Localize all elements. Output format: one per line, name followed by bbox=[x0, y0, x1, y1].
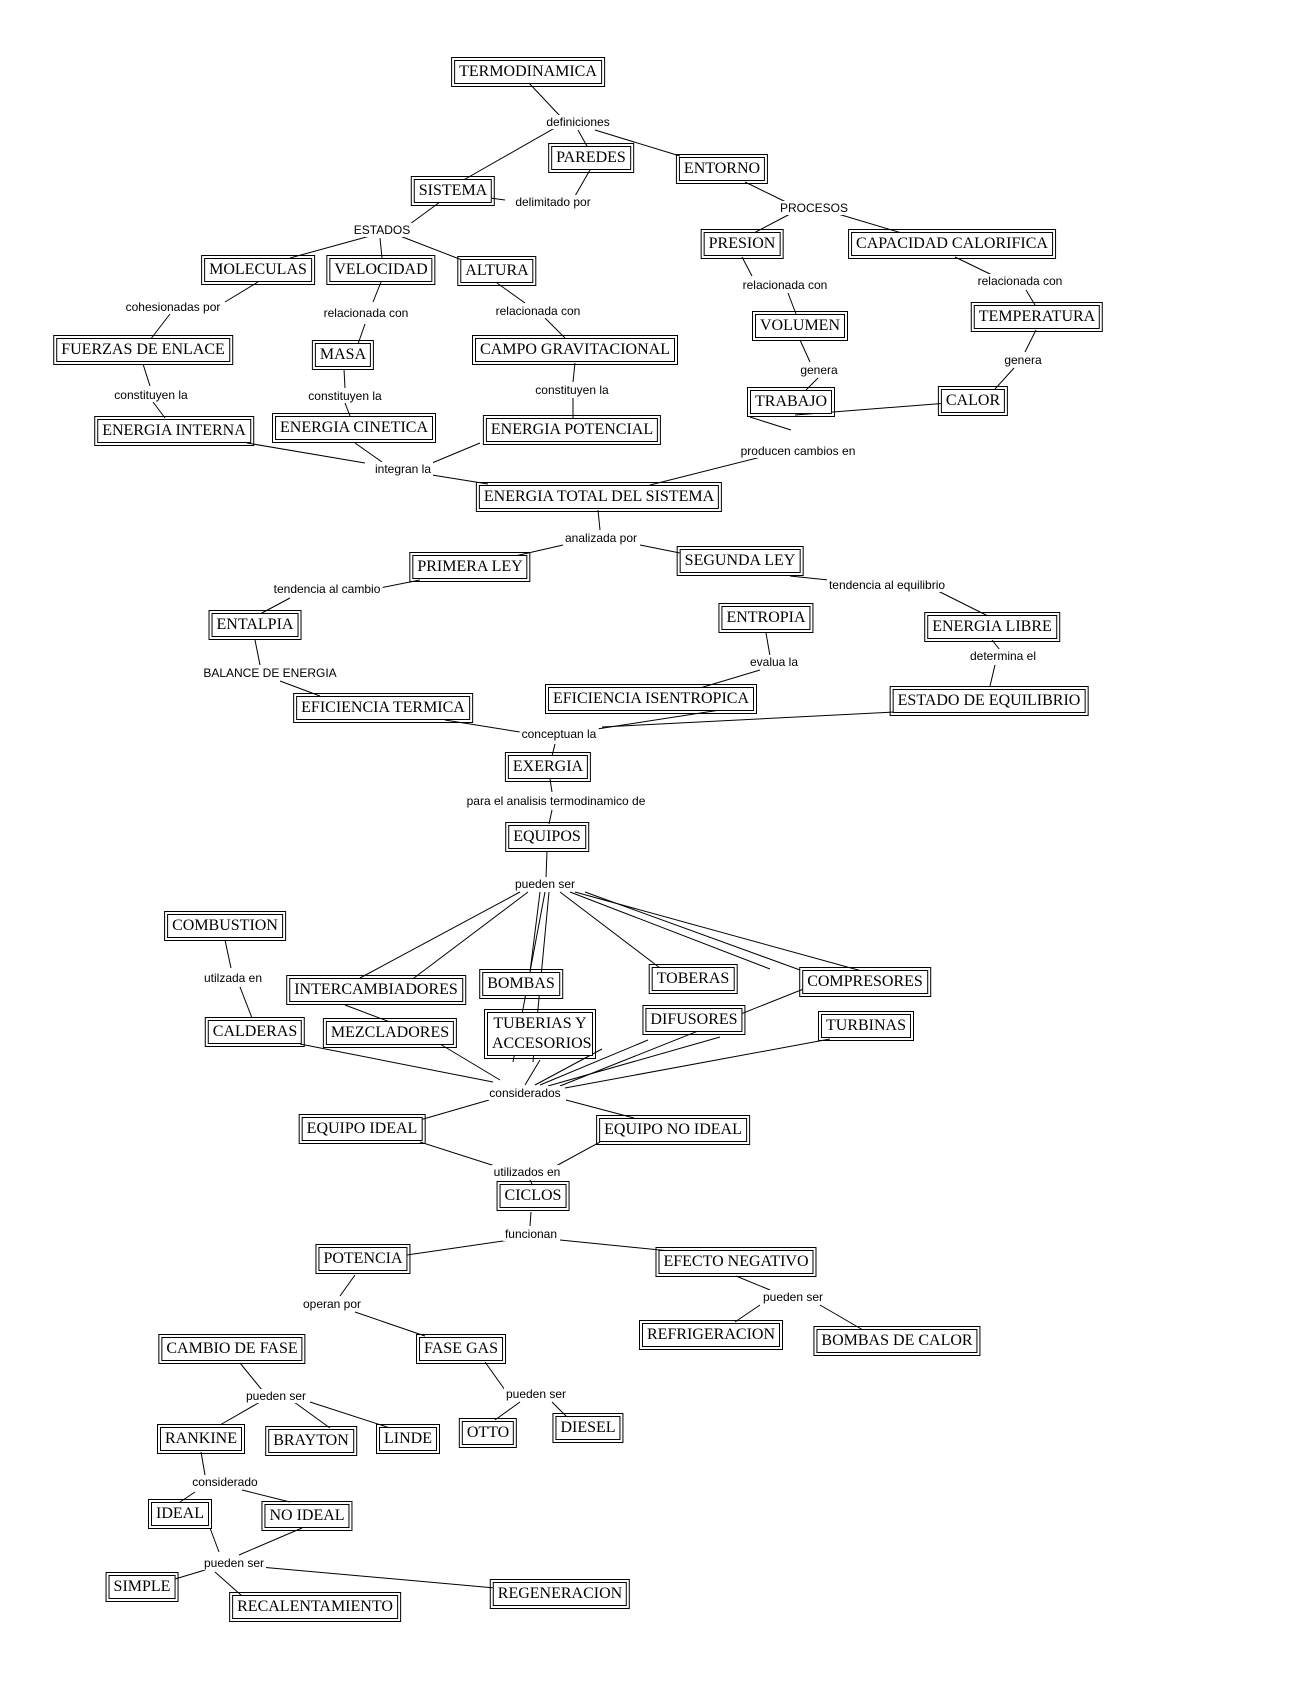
link-evalua-la: evalua la bbox=[749, 655, 799, 669]
connector-line bbox=[310, 1402, 390, 1428]
node-equipo-ideal: EQUIPO IDEAL bbox=[302, 1117, 423, 1141]
link-genera-trabajo: genera bbox=[800, 363, 838, 377]
connector-line bbox=[750, 417, 791, 430]
connector-line bbox=[788, 293, 796, 314]
connector-line bbox=[225, 282, 258, 302]
connector-line bbox=[1026, 290, 1035, 305]
link-pueden-ser-efecto: pueden ser bbox=[762, 1290, 824, 1304]
connector-line bbox=[255, 640, 260, 665]
connector-line bbox=[497, 283, 525, 303]
node-regeneracion: REGENERACION bbox=[493, 1582, 627, 1606]
link-balance-de-energia: BALANCE DE ENERGIA bbox=[203, 666, 337, 680]
node-cambio-de-fase: CAMBIO DE FASE bbox=[161, 1337, 302, 1361]
node-energia-libre: ENERGIA LIBRE bbox=[927, 615, 1057, 639]
node-intercambiadores: INTERCAMBIADORES bbox=[289, 978, 463, 1002]
connector-line bbox=[201, 1452, 205, 1475]
link-relacionada-masa: relacionada con bbox=[323, 306, 409, 320]
node-ideal: IDEAL bbox=[151, 1502, 209, 1526]
link-constituyen-cinetica: constituyen la bbox=[308, 389, 382, 403]
link-analizada-por: analizada por bbox=[564, 531, 638, 545]
connector-line bbox=[820, 1305, 863, 1330]
link-utilizada-en: utilzada en bbox=[203, 971, 263, 985]
node-turbinas: TURBINAS bbox=[821, 1014, 911, 1038]
connector-line bbox=[700, 670, 760, 688]
connector-line bbox=[566, 1100, 634, 1118]
link-operan-por: operan por bbox=[302, 1297, 362, 1311]
connector-line bbox=[210, 1528, 219, 1552]
link-considerado: considerado bbox=[192, 1475, 258, 1489]
node-no-ideal: NO IDEAL bbox=[264, 1504, 349, 1528]
connector-line bbox=[490, 198, 505, 200]
connector-line bbox=[752, 214, 790, 234]
connector-line bbox=[460, 125, 560, 182]
connector-line bbox=[360, 892, 520, 978]
link-funcionan: funcionan bbox=[504, 1227, 558, 1241]
connector-line bbox=[290, 236, 370, 258]
connector-line bbox=[344, 369, 345, 388]
connector-line bbox=[549, 810, 552, 824]
connector-line bbox=[560, 892, 660, 968]
connector-line bbox=[358, 324, 365, 344]
node-entropia: ENTROPIA bbox=[721, 606, 810, 630]
connector-line bbox=[528, 82, 560, 116]
connector-line bbox=[736, 1276, 770, 1290]
connector-line bbox=[340, 1275, 355, 1296]
node-equipo-no-ideal: EQUIPO NO IDEAL bbox=[599, 1118, 747, 1142]
node-capacidad-calorifica: CAPACIDAD CALORIFICA bbox=[851, 232, 1053, 256]
link-constituyen-interna: constituyen la bbox=[114, 388, 188, 402]
connector-line bbox=[240, 1363, 262, 1390]
connector-line bbox=[838, 214, 905, 234]
connector-line bbox=[280, 681, 320, 696]
connector-line bbox=[432, 443, 480, 463]
link-definiciones: definiciones bbox=[546, 115, 610, 129]
link-pueden-ser-equipos: pueden ser bbox=[514, 877, 576, 891]
connector-line bbox=[530, 1212, 531, 1226]
node-bombas-de-calor: BOMBAS DE CALOR bbox=[816, 1329, 977, 1353]
connector-line bbox=[545, 318, 565, 338]
link-pueden-ser-fase: pueden ser bbox=[245, 1389, 307, 1403]
node-equipos: EQUIPOS bbox=[508, 825, 586, 849]
node-toberas: TOBERAS bbox=[652, 967, 735, 991]
node-energia-potencial: ENERGIA POTENCIAL bbox=[486, 418, 658, 442]
link-para-el-analisis: para el analisis termodinamico de bbox=[466, 794, 646, 808]
connector-line bbox=[598, 510, 600, 530]
connector-line bbox=[215, 1572, 242, 1596]
connector-line bbox=[995, 368, 1014, 389]
node-ciclos: CICLOS bbox=[500, 1184, 567, 1208]
node-entorno: ENTORNO bbox=[679, 157, 765, 181]
connector-line bbox=[260, 598, 290, 614]
connector-line bbox=[556, 1142, 600, 1166]
node-simple: SIMPLE bbox=[109, 1575, 176, 1599]
link-tendencia-al-equilibrio: tendencia al equilibrio bbox=[828, 578, 946, 592]
node-tuberias-y-accesorios: TUBERIAS Y ACCESORIOS bbox=[487, 1012, 593, 1056]
connector-line bbox=[565, 1039, 830, 1088]
link-delimitado-por: delimitado por bbox=[515, 195, 591, 209]
connector-line bbox=[742, 257, 752, 276]
node-calor: CALOR bbox=[941, 389, 1005, 413]
connector-line bbox=[143, 364, 150, 386]
link-integran-la: integran la bbox=[374, 462, 432, 476]
node-segunda-ley: SEGUNDA LEY bbox=[680, 549, 801, 573]
connector-line bbox=[300, 1044, 493, 1082]
connector-line bbox=[585, 892, 800, 970]
node-entalpia: ENTALPIA bbox=[212, 613, 299, 637]
link-cohesionadas-por: cohesionadas por bbox=[125, 300, 221, 314]
node-trabajo: TRABAJO bbox=[750, 390, 832, 414]
connector-line bbox=[373, 282, 381, 302]
connector-line bbox=[420, 1142, 495, 1166]
connector-line bbox=[240, 987, 252, 1018]
connector-line bbox=[546, 851, 547, 878]
connector-line bbox=[345, 403, 350, 416]
connector-line bbox=[355, 1312, 425, 1336]
link-relacionada-volumen: relacionada con bbox=[742, 278, 828, 292]
connector-line bbox=[410, 892, 528, 981]
connector-line bbox=[239, 1528, 302, 1555]
link-pueden-ser-ideal: pueden ser bbox=[203, 1556, 265, 1570]
connector-line bbox=[650, 456, 765, 485]
connector-line bbox=[495, 1402, 520, 1420]
node-potencia: POTENCIA bbox=[318, 1247, 407, 1271]
link-tendencia-al-cambio: tendencia al cambio bbox=[273, 582, 381, 596]
connector-line bbox=[432, 475, 488, 484]
link-estados: ESTADOS bbox=[353, 223, 411, 237]
node-paredes: PAREDES bbox=[551, 146, 631, 170]
connector-line bbox=[225, 940, 231, 968]
node-linde: LINDE bbox=[379, 1427, 437, 1451]
node-calderas: CALDERAS bbox=[208, 1020, 302, 1044]
connector-line bbox=[573, 363, 575, 382]
node-diesel: DIESEL bbox=[555, 1416, 620, 1440]
connector-line bbox=[410, 202, 440, 224]
link-relacionada-temperatura: relacionada con bbox=[977, 274, 1063, 288]
connector-line bbox=[955, 257, 992, 275]
connector-line bbox=[735, 1305, 760, 1322]
node-bombas: BOMBAS bbox=[482, 972, 560, 996]
connector-line bbox=[242, 1490, 290, 1502]
node-eficiencia-termica: EFICIENCIA TERMICA bbox=[296, 696, 470, 720]
connector-line bbox=[806, 378, 818, 390]
link-relacionada-campo: relacionada con bbox=[495, 304, 581, 318]
node-sistema: SISTEMA bbox=[414, 179, 492, 203]
node-otto: OTTO bbox=[462, 1421, 514, 1445]
node-estado-de-equilibrio: ESTADO DE EQUILIBRIO bbox=[893, 689, 1086, 713]
connector-line bbox=[294, 1402, 330, 1428]
link-constituyen-potencial: constituyen la bbox=[535, 383, 609, 397]
node-fase-gas: FASE GAS bbox=[419, 1337, 503, 1361]
connector-line bbox=[936, 590, 990, 617]
connector-line bbox=[445, 720, 520, 732]
connector-line bbox=[400, 236, 462, 260]
connector-line bbox=[180, 1492, 195, 1502]
node-moleculas: MOLECULAS bbox=[204, 258, 312, 282]
node-energia-interna: ENERGIA INTERNA bbox=[97, 419, 251, 443]
connector-line bbox=[420, 1100, 489, 1120]
node-difusores: DIFUSORES bbox=[645, 1008, 742, 1032]
link-genera-calor: genera bbox=[1004, 353, 1042, 367]
node-exergia: EXERGIA bbox=[508, 755, 588, 779]
node-combustion: COMBUSTION bbox=[167, 914, 283, 938]
node-efecto-negativo: EFECTO NEGATIVO bbox=[658, 1250, 813, 1274]
connector-line bbox=[400, 1240, 510, 1256]
connector-line bbox=[602, 712, 895, 727]
node-refrigeracion: REFRIGERACION bbox=[642, 1323, 780, 1347]
node-brayton: BRAYTON bbox=[268, 1429, 354, 1453]
connector-line bbox=[530, 892, 540, 972]
node-velocidad: VELOCIDAD bbox=[329, 258, 432, 282]
node-recalentamiento: RECALENTAMIENTO bbox=[232, 1595, 398, 1619]
node-termodinamica: TERMODINAMICA bbox=[454, 60, 602, 84]
node-volumen: VOLUMEN bbox=[755, 314, 845, 338]
connector-line bbox=[153, 402, 165, 418]
connector-line bbox=[345, 1005, 390, 1022]
link-utilizados-en: utilizados en bbox=[493, 1165, 561, 1179]
connector-line bbox=[766, 633, 770, 656]
connector-line bbox=[485, 1362, 505, 1390]
node-fuerzas-de-enlace: FUERZAS DE ENLACE bbox=[56, 338, 230, 362]
node-presion: PRESION bbox=[704, 232, 781, 256]
node-rankine: RANKINE bbox=[160, 1427, 242, 1451]
node-energia-cinetica: ENERGIA CINETICA bbox=[275, 416, 433, 440]
link-considerados: considerados bbox=[489, 1086, 561, 1100]
node-altura: ALTURA bbox=[460, 259, 533, 283]
link-procesos: PROCESOS bbox=[779, 201, 849, 215]
link-conceptuan-la: conceptuan la bbox=[521, 727, 597, 741]
connector-line bbox=[990, 665, 995, 686]
connector-line bbox=[550, 779, 552, 792]
node-masa: MASA bbox=[315, 343, 371, 367]
node-primera-ley: PRIMERA LEY bbox=[412, 555, 527, 579]
connector-line bbox=[380, 580, 420, 588]
connector-line bbox=[380, 238, 382, 258]
node-campo-gravitacional: CAMPO GRAVITACIONAL bbox=[475, 338, 675, 362]
node-compresores: COMPRESORES bbox=[802, 970, 928, 994]
connector-line bbox=[525, 1060, 540, 1085]
node-mezcladores: MEZCLADORES bbox=[326, 1021, 454, 1045]
connector-line bbox=[575, 170, 590, 196]
link-producen-cambios-en: producen cambios en bbox=[740, 444, 856, 458]
connector-line bbox=[355, 443, 382, 462]
connector-line bbox=[247, 443, 365, 463]
connector-line bbox=[560, 988, 806, 1086]
link-determina-el: determina el bbox=[969, 649, 1037, 663]
connector-line bbox=[800, 340, 810, 362]
connector-line bbox=[150, 314, 170, 340]
connector-line bbox=[570, 892, 770, 969]
connector-line bbox=[1025, 330, 1036, 352]
link-pueden-ser-gas: pueden ser bbox=[505, 1387, 567, 1401]
connector-line bbox=[220, 1402, 260, 1425]
node-eficiencia-isentropica: EFICIENCIA ISENTROPICA bbox=[548, 687, 754, 711]
node-temperatura: TEMPERATURA bbox=[974, 305, 1100, 329]
node-energia-total: ENERGIA TOTAL DEL SISTEMA bbox=[479, 485, 719, 509]
